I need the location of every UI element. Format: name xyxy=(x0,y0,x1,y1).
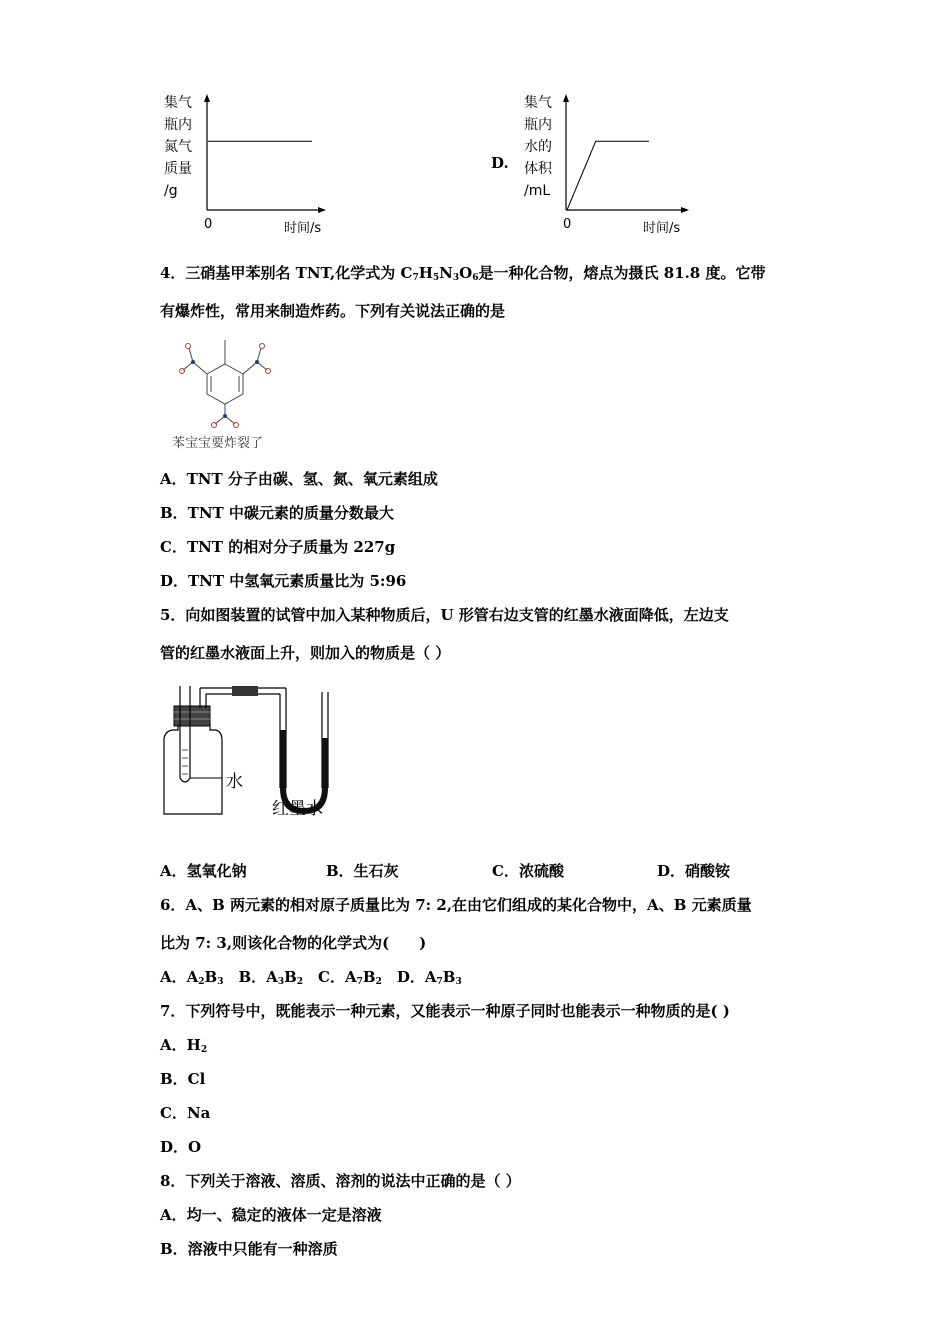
label-water: 水 xyxy=(226,772,243,792)
q5-option-a: A．氢氧化钠 xyxy=(160,862,247,880)
q5-line2: 管的红墨水液面上升，则加入的物质是（ ） xyxy=(160,644,451,662)
q5-option-d: D．硝酸铵 xyxy=(657,862,731,880)
graph-d-ylabel: 集气 瓶内 水的 体积 /mL xyxy=(524,95,552,199)
q8-line1: 8．下列关于溶液、溶质、溶剂的说法中正确的是（ ） xyxy=(160,1172,521,1190)
graph-d-series-line xyxy=(567,141,649,210)
graph-c-plot xyxy=(200,92,330,217)
q5-option-c: C．浓硫酸 xyxy=(492,862,564,880)
label-red-ink: 红墨水 xyxy=(272,799,323,819)
q4-option-c: C．TNT 的相对分子质量为 227g xyxy=(160,538,396,556)
q4-line2: 有爆炸性，常用来制造炸药。下列有关说法正确的是 xyxy=(160,302,506,320)
q4-option-a: A．TNT 分子由碳、氢、氮、氧元素组成 xyxy=(160,470,438,488)
graph-c-origin: 0 xyxy=(204,217,213,232)
graph-d-origin: 0 xyxy=(563,217,572,232)
graph-d-xlabel: 时间/s xyxy=(643,221,681,236)
q6-line2: 比为 7: 3,则该化合物的化学式为( ) xyxy=(160,934,427,952)
q7-line1: 7．下列符号中，既能表示一种元素，又能表示一种原子同时也能表示一种物质的是( ) xyxy=(160,1002,730,1020)
graph-c-xlabel: 时间/s xyxy=(284,221,322,236)
q4-line1: 4．三硝基甲苯别名 TNT,化学式为 $C_7H_5N_3O_6$是一种化合物，熔点为摄氏 81.8 度。它带 xyxy=(160,264,766,283)
q7-option-b: B．Cl xyxy=(160,1070,206,1088)
q5-line1: 5．向如图装置的试管中加入某种物质后，U 形管右边支管的红墨水液面降低，左边支 xyxy=(160,606,729,624)
graph-d-option-label: D. xyxy=(491,154,509,172)
graph-d-plot xyxy=(559,92,694,217)
q7-option-d: D．O xyxy=(160,1138,202,1156)
q6-options: A．$A_2B_3$ B．$A_3B_2$ C．$A_7B_2$ D．$A_7B_3$ xyxy=(160,968,462,987)
q7-option-c: C．Na xyxy=(160,1104,211,1122)
tnt-caption: 苯宝宝要炸裂了 xyxy=(172,436,264,451)
q8-option-b: B．溶液中只能有一种溶质 xyxy=(160,1240,338,1258)
tnt-structure-diagram xyxy=(165,332,285,432)
graph-c-ylabel: 集气 瓶内 氮气 质量 /g xyxy=(164,95,192,199)
q6-line1: 6．A、B 两元素的相对原子质量比为 7: 2,在由它们组成的某化合物中，A、B 元素质量 xyxy=(160,896,752,914)
q4-option-b: B．TNT 中碳元素的质量分数最大 xyxy=(160,504,394,522)
q5-option-b: B．生石灰 xyxy=(326,862,399,880)
q8-option-a: A．均一、稳定的液体一定是溶液 xyxy=(160,1206,382,1224)
q4-option-d: D．TNT 中氢氧元素质量比为 5:96 xyxy=(160,572,407,590)
q7-option-a: A．$H_2$ xyxy=(160,1036,208,1055)
